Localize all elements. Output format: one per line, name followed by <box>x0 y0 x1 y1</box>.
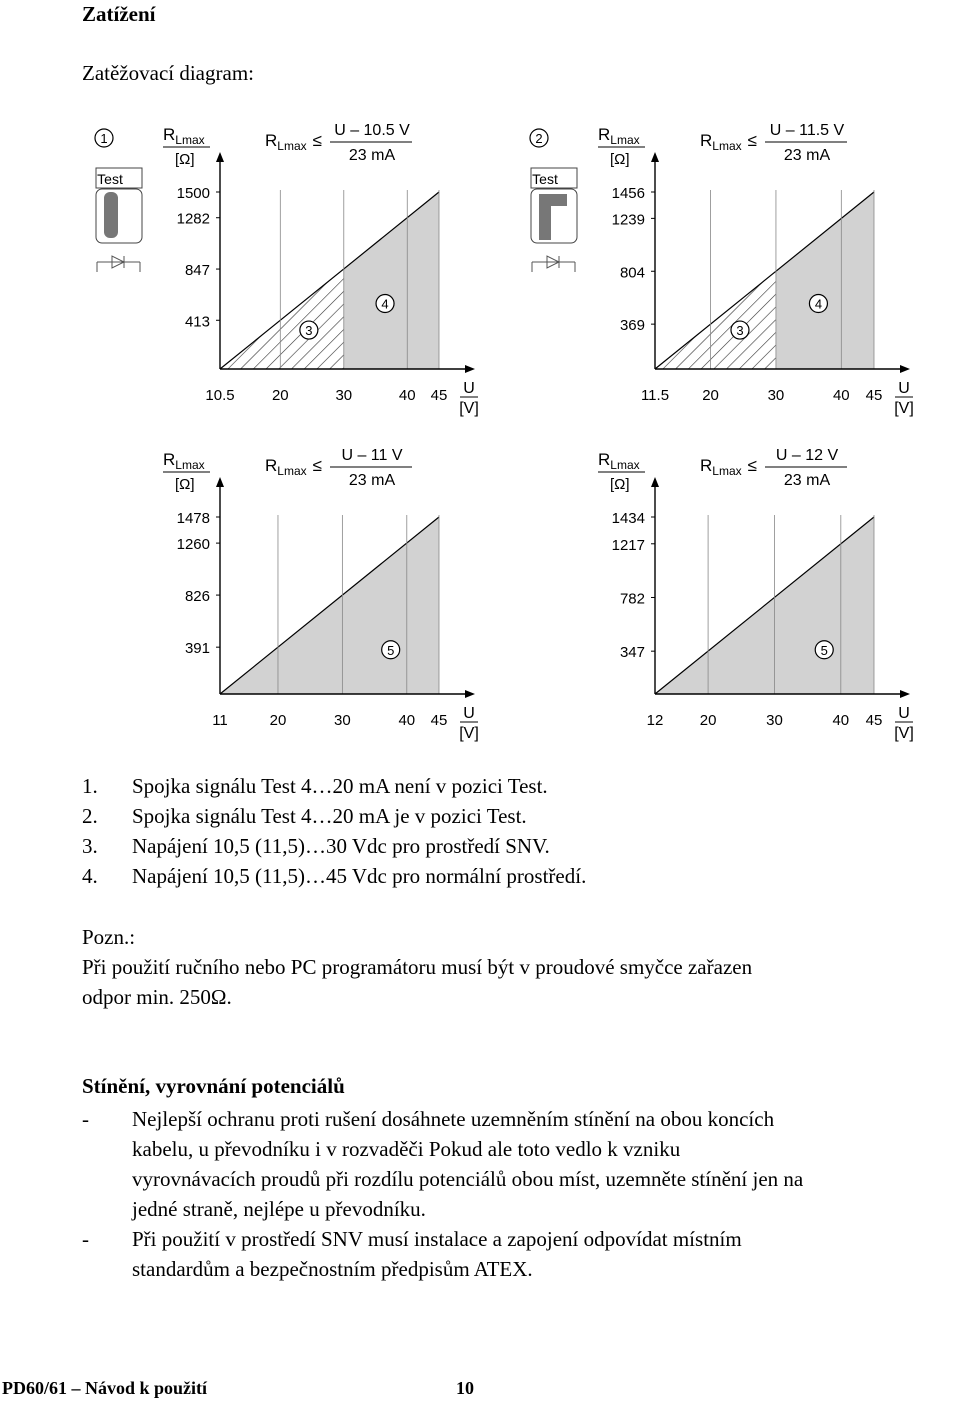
formula-numerator: U – 12 V <box>775 447 839 464</box>
diode-icon <box>97 256 140 272</box>
connector-body <box>96 189 142 243</box>
x-tick-label: 40 <box>398 712 416 729</box>
y-tick-label: 369 <box>619 317 645 335</box>
shield-item-line: standardům a bezpečnostním předpisům ATEX. <box>132 1257 533 1281</box>
test-switch-icon <box>96 168 142 243</box>
x-axis-arrow <box>900 690 910 698</box>
shield-item-line: vyrovnávacích proudů při rozdílu potenciálů obou míst, uzemněte stínění jen na <box>132 1167 804 1191</box>
y-axis-label: $R_{Lmax}$ <box>163 125 205 147</box>
x-tick-label: 11.5 <box>640 387 670 404</box>
y-unit-label: [Ω] <box>610 151 630 168</box>
x-axis-arrow <box>465 365 475 373</box>
y-tick-label: 1239 <box>611 211 645 229</box>
y-tick-label: 782 <box>619 590 645 608</box>
test-label: Test <box>97 171 123 187</box>
formula-prefix: $R_{Lmax}$ ≤ <box>700 131 757 153</box>
y-axis-label: $R_{Lmax}$ <box>598 125 640 147</box>
y-axis-label-subscript: Lmax <box>610 133 640 147</box>
note-label: Pozn.: <box>82 925 136 949</box>
x-tick-label: 20 <box>271 387 289 404</box>
region-marker-label: 4 <box>381 296 389 312</box>
y-tick-label: 1500 <box>176 185 210 202</box>
formula-subscript: Lmax <box>712 139 742 153</box>
x-tick-label: 40 <box>832 712 850 729</box>
x-unit-label-bottom: [V] <box>894 400 914 417</box>
list-item-number: 4. <box>82 864 98 888</box>
y-tick-label: 1282 <box>176 210 210 228</box>
y-axis-label-subscript: Lmax <box>610 458 640 472</box>
formula-subscript: Lmax <box>712 464 742 478</box>
region-marker-label: 2 <box>535 131 543 146</box>
x-tick-label: 45 <box>430 387 448 404</box>
section-title: Zatížení <box>82 2 156 26</box>
load-chart <box>598 447 914 742</box>
formula-prefix: $R_{Lmax}$ ≤ <box>700 456 757 478</box>
load-chart <box>95 122 479 417</box>
shield-item-line: kabelu, u převodníku i v rozvaděči Pokud ale toto vedlo k vzniku <box>132 1137 681 1161</box>
x-tick-label: 12 <box>646 712 664 729</box>
bullet-dash: - <box>82 1107 89 1131</box>
x-axis-arrow <box>465 690 475 698</box>
formula-leq: ≤ <box>747 456 757 475</box>
region-marker-label: 1 <box>100 131 108 146</box>
x-tick-label: 45 <box>430 712 448 729</box>
formula-denominator: 23 mA <box>348 472 396 489</box>
list-item-text: Spojka signálu Test 4…20 mA je v pozici Test. <box>132 804 527 828</box>
x-unit-label-bottom: [V] <box>459 725 479 742</box>
region-marker-label: 4 <box>814 296 823 312</box>
formula-leq: ≤ <box>312 456 322 475</box>
load-chart <box>530 122 914 417</box>
x-unit-label-bottom: [V] <box>459 400 479 417</box>
list-item-text: Napájení 10,5 (11,5)…30 Vdc pro prostředí SNV. <box>132 834 550 858</box>
x-tick-label: 11 <box>212 712 228 729</box>
x-unit-label-bottom: [V] <box>894 725 914 742</box>
y-unit-label: [Ω] <box>175 476 195 493</box>
y-tick-label: 1434 <box>611 510 645 527</box>
test-switch-icon <box>531 168 577 243</box>
x-unit-label: U <box>463 705 475 722</box>
x-tick-label: 20 <box>699 712 717 729</box>
x-unit-label: U <box>463 380 475 397</box>
y-tick-label: 1217 <box>611 536 645 554</box>
note-line-1: Při použití ručního nebo PC programátoru musí být v proudové smyčce zařazen <box>82 955 753 979</box>
y-tick-label: 1260 <box>176 536 210 554</box>
formula-prefix: $R_{Lmax}$ ≤ <box>265 456 322 478</box>
x-tick-label: 40 <box>398 387 416 404</box>
shield-item-line: jedné straně, nejlépe u převodníku. <box>132 1197 426 1221</box>
jumper-vertical <box>104 192 118 238</box>
formula-denominator: 23 mA <box>348 147 396 164</box>
shield-item-line: Nejlepší ochranu proti rušení dosáhnete uzemněním stínění na obou koncích <box>132 1107 775 1131</box>
list-item <box>82 774 548 799</box>
y-axis-arrow <box>216 477 224 487</box>
formula-denominator: 23 mA <box>783 147 831 164</box>
y-tick-label: 347 <box>619 644 645 662</box>
footer-page-number: 10 <box>456 1378 474 1398</box>
x-tick-label: 20 <box>269 712 287 729</box>
formula-leq: ≤ <box>312 131 322 150</box>
y-unit-label: [Ω] <box>610 476 630 493</box>
formula-subscript: Lmax <box>277 464 307 478</box>
formula-numerator: U – 11 V <box>341 447 403 464</box>
shield-item-line: Při použití v prostředí SNV musí instalace a zapojení odpovídat místním <box>132 1227 742 1251</box>
footer-title: PD60/61 – Návod k použití <box>2 1378 208 1398</box>
list-item-number: 1. <box>82 774 98 798</box>
x-unit-label: U <box>898 705 910 722</box>
region-marker-label: 5 <box>820 642 828 658</box>
formula-denominator: 23 mA <box>783 472 831 489</box>
list-item-number: 3. <box>82 834 98 858</box>
list-item-number: 2. <box>82 804 98 828</box>
x-axis-arrow <box>900 365 910 373</box>
y-unit-label: [Ω] <box>175 151 195 168</box>
x-tick-label: 30 <box>334 712 351 729</box>
x-tick-label: 40 <box>832 387 850 404</box>
list-item <box>82 834 550 859</box>
test-label: Test <box>532 171 558 187</box>
y-tick-label: 1456 <box>611 185 645 202</box>
list-item-text: Napájení 10,5 (11,5)…45 Vdc pro normální prostředí. <box>132 864 587 888</box>
y-axis-label-subscript: Lmax <box>175 458 205 472</box>
y-tick-label: 804 <box>619 264 645 282</box>
region-marker-label: 3 <box>305 323 313 339</box>
formula-leq: ≤ <box>747 131 757 150</box>
formula-subscript: Lmax <box>277 139 307 153</box>
formula-numerator: U – 11.5 V <box>769 122 845 139</box>
x-unit-label: U <box>898 380 910 397</box>
formula-prefix: $R_{Lmax}$ ≤ <box>265 131 322 153</box>
x-tick-label: 30 <box>335 387 353 404</box>
formula-numerator: U – 10.5 V <box>334 122 410 139</box>
x-tick-label: 10.5 <box>205 387 235 404</box>
list-item-text: Spojka signálu Test 4…20 mA není v pozici Test. <box>132 774 548 798</box>
y-axis-arrow <box>651 477 659 487</box>
y-tick-label: 391 <box>184 640 210 658</box>
y-axis-arrow <box>651 152 659 162</box>
y-tick-label: 847 <box>184 262 210 280</box>
x-tick-label: 30 <box>766 712 783 729</box>
x-tick-label: 45 <box>865 387 883 404</box>
load-chart <box>163 447 479 742</box>
diagram-label: Zatěžovací diagram: <box>82 61 254 85</box>
region-marker-label: 5 <box>387 642 395 658</box>
bullet-dash: - <box>82 1227 89 1251</box>
x-tick-label: 45 <box>865 712 883 729</box>
y-axis-label-subscript: Lmax <box>175 133 205 147</box>
diode-icon <box>532 256 575 272</box>
note-line-2: odpor min. 250Ω. <box>82 985 232 1009</box>
y-tick-label: 826 <box>184 588 210 606</box>
load-diagrams <box>0 100 960 760</box>
y-tick-label: 413 <box>184 313 210 331</box>
y-axis-label: $R_{Lmax}$ <box>163 450 205 472</box>
y-axis-arrow <box>216 152 224 162</box>
list-item <box>82 804 527 829</box>
region-marker-label: 3 <box>736 323 744 339</box>
shield-title: Stínění, vyrovnání potenciálů <box>82 1074 345 1098</box>
y-tick-label: 1478 <box>176 510 210 527</box>
list-item <box>82 864 586 889</box>
x-tick-label: 30 <box>767 387 785 404</box>
x-tick-label: 20 <box>702 387 719 404</box>
y-axis-label: $R_{Lmax}$ <box>598 450 640 472</box>
